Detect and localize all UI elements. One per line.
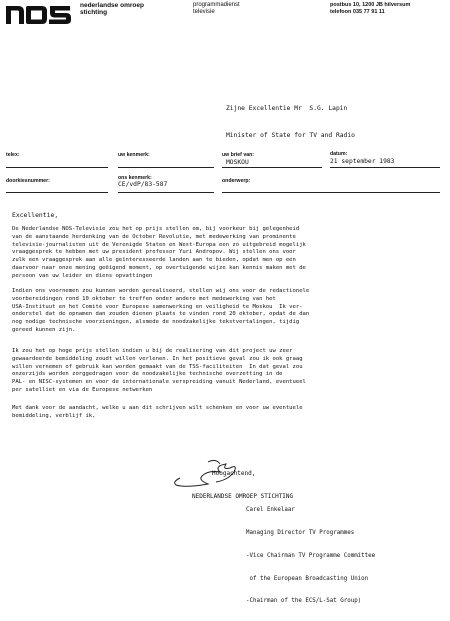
ons-kenmerk-label: ons kenmerk: bbox=[118, 175, 152, 181]
closing-greeting: Hoogachtend, bbox=[212, 469, 256, 477]
addressee-line-2: Minister of State for TV and Radio bbox=[226, 132, 355, 139]
paragraph-3: Ik zou het op hoge prijs stellen indien u bij de realisering van dit project uw zeer gewaardeerde bemiddeling zoudt willen verlenen. In het positieve geval zou ik ook graag willen vernemen of gebruik kan worden gemaakt van de TSS-faciliteiten In dat geval zou onzerzijds worden zorggedragen voor de noodzakelijke technische overzetting in de PAL- en NISC-systemen en voor de internationale verspreiding vanuit Nederland, eventueel per satelliet en via de Europese netwerken bbox=[12, 348, 306, 393]
divider bbox=[118, 192, 214, 193]
telex-label: telex: bbox=[6, 152, 20, 158]
signer-block bbox=[246, 492, 375, 621]
nos-logo bbox=[4, 2, 74, 26]
addressee-line-3: MOSKOU bbox=[226, 159, 249, 166]
datum-value: 21 september 1983 bbox=[330, 158, 395, 165]
org-line-2: stichting bbox=[80, 9, 108, 16]
salutation: Excellentie, bbox=[12, 211, 59, 219]
contact-info bbox=[330, 2, 448, 16]
divider bbox=[222, 192, 440, 193]
signer-name: Carel Enkelaar bbox=[246, 507, 295, 514]
divider bbox=[330, 167, 440, 168]
dept-line-1: programmadienst bbox=[193, 2, 240, 8]
paragraph-4: Met dank voor de aandacht, welke u aan dit schrijven wilt schenken en voor uw eventuele bemiddeling, verblijf ik, bbox=[12, 405, 303, 419]
signer-role-1b: of the European Broadcasting Union bbox=[246, 575, 369, 582]
paragraph-1: De Nederlandse NOS-Televisie zou het op prijs stellen om, bij voorkeur bij gelegenheid van de aanstaande herdenking van de October Revolutie, met medewerking van prominente televisie-journalisten uit de Verenigde Staten en West-Europa een zo uitgebreid mogelijk vraaggesprek te hebben met uw president professor Yuri Andropov. Wij stellen ons voor zulk een vraaggesprek aan alle geïnteresseerde landen aan te bieden, opdat men op een daarvoor naar onze mening geëigend moment, op overtuigende wijze kan kennis maken met de persoon van uw leider en diens opvattingen bbox=[12, 226, 306, 279]
postbus: postbus 10, 1200 JB hilversum bbox=[330, 2, 411, 8]
closing-org: NEDERLANDSE OMROEP STICHTING bbox=[192, 492, 294, 500]
divider bbox=[6, 167, 108, 168]
telefoon: telefoon 035 77 91 11 bbox=[330, 9, 385, 15]
dept-line-2: televisie bbox=[193, 9, 215, 15]
datum-label: datum: bbox=[330, 151, 348, 157]
org-name bbox=[80, 2, 190, 16]
divider bbox=[6, 192, 108, 193]
ons-kenmerk-value: CE/vdP/83-587 bbox=[118, 181, 168, 188]
uw-kenmerk-label: uw kenmerk: bbox=[118, 152, 150, 158]
addressee-block bbox=[226, 86, 355, 185]
uw-brief-label: uw brief van: bbox=[222, 152, 254, 158]
signer-title: Managing Director TV Programmes bbox=[246, 529, 355, 536]
onderwerp-label: onderwerp: bbox=[222, 178, 251, 184]
divider bbox=[118, 167, 214, 168]
divider bbox=[222, 167, 322, 168]
signer-role-2: -Chairman of the ECS/L-Sat Group) bbox=[246, 598, 362, 605]
paragraph-2: Indien ons voornemen zou kunnen worden gerealiseerd, stellen wij ons voor de redactionele voorbereidingen rond 10 oktober te treffen onder andere met medewerking van het USA-Instituut en het Comité voor Europese samenwerking en veiligheid te Moskou Ik ver- onderstel dat de opnamen dan zouden dienen plaats te vinden rond 20 oktober, opdat de dan nog nodige technische voorzieningen, alsmede de noodzakelijke tekstvertalingen, tijdig gereed kunnen zijn. bbox=[12, 288, 310, 333]
org-line-1: nederlandse omroep bbox=[80, 2, 144, 9]
doorkiesnummer-label: doorkiesnummer: bbox=[6, 178, 50, 184]
department bbox=[193, 2, 303, 16]
signer-role-1: -Vice Chairman TV Programme Committee bbox=[246, 552, 376, 559]
addressee-line-1: Zijne Excellentie Mr S.G. Lapin bbox=[226, 105, 348, 112]
